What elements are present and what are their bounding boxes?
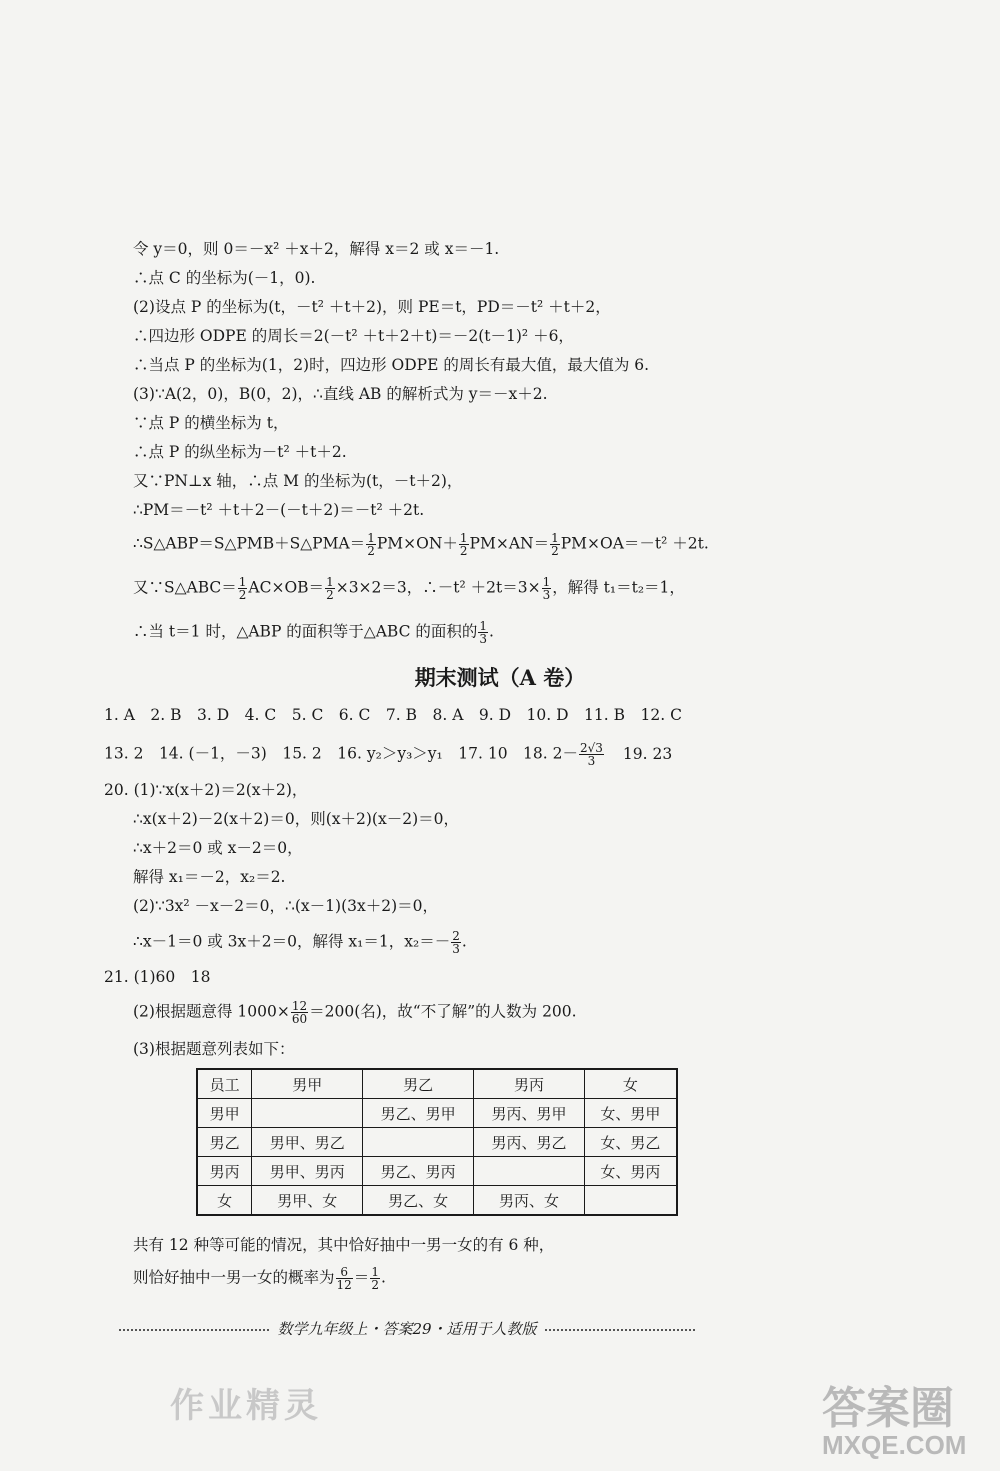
table-cell: 女、男乙 <box>584 1128 677 1157</box>
text-line: ∴四边形 ODPE 的周长＝2(－t² ＋t＋2＋t)＝－2(t－1)² ＋6， <box>133 327 574 345</box>
text-line: 20. (1)∵x(x＋2)＝2(x＋2)， <box>104 781 308 799</box>
text-segment: AC×OB＝ <box>248 578 325 597</box>
page-footer <box>72 1318 742 1339</box>
table-cell: 女、男丙 <box>584 1157 677 1186</box>
table-cell: 男丙、男乙 <box>474 1128 585 1157</box>
watermark-url: MXQE.COM <box>822 1430 967 1460</box>
table-cell: 男甲、男乙 <box>252 1128 363 1157</box>
area-abc-line <box>133 576 685 601</box>
answer-line <box>104 742 672 767</box>
table-cell: 男乙 <box>197 1128 252 1157</box>
text-segment: PM×AN＝ <box>469 534 550 553</box>
text-segment: ＝200(名)，故“不了解”的人数为 200. <box>309 1002 577 1021</box>
text-line: ∴点 P 的纵坐标为－t² ＋t＋2. <box>133 443 347 461</box>
footer-divider <box>545 1329 695 1331</box>
text-segment: (2)根据题意得 1000× <box>133 1002 290 1021</box>
solution-line <box>133 930 467 955</box>
text-segment: . <box>489 622 494 641</box>
table-row <box>197 1157 677 1186</box>
table-row <box>197 1186 677 1216</box>
table-cell: 男丙 <box>197 1157 252 1186</box>
text-line: ∴当点 P 的坐标为(1，2)时，四边形 ODPE 的周长有最大值，最大值为 6. <box>133 356 650 374</box>
conclusion-line <box>133 620 494 645</box>
answer-line: 1. A 2. B 3. D 4. C 5. C 6. C 7. B 8. A 9. D 10. D 11. B 12. C <box>104 706 682 724</box>
text-segment: PM×OA＝－t² ＋2t. <box>560 534 709 553</box>
text-segment: . <box>380 1268 386 1287</box>
table-cell <box>584 1186 677 1216</box>
text-segment: ，解得 t₁＝t₂＝1， <box>552 578 685 597</box>
fraction: $\frac{6}{12}$ <box>336 1265 352 1292</box>
table-cell: 女 <box>197 1186 252 1216</box>
text-line: 令 y＝0，则 0＝－x² ＋x＋2，解得 x＝2 或 x＝－1. <box>133 240 500 258</box>
fraction: $\frac{2√3}{3}$ <box>580 741 603 768</box>
table-cell: 男乙、男甲 <box>363 1099 474 1128</box>
table-header-cell: 员工 <box>197 1069 252 1099</box>
table-cell <box>363 1128 474 1157</box>
text-segment: . <box>461 932 467 951</box>
fraction: $\frac{1}{2}$ <box>238 575 247 602</box>
table-cell: 男甲 <box>197 1099 252 1128</box>
text-segment: 19. 23 <box>622 744 673 763</box>
text-line: 共有 12 种等可能的情况，其中恰好抽中一男一女的有 6 种， <box>133 1236 555 1254</box>
text-segment: ∴当 t＝1 时，△ABP 的面积等于△ABC 的面积的 <box>133 622 478 641</box>
text-segment: PM×ON＋ <box>376 534 458 553</box>
text-line: (3)根据题意列表如下： <box>133 1040 295 1058</box>
section-title: 期末测试（A 卷） <box>414 665 586 690</box>
watermark: 作业精灵 <box>170 1386 322 1426</box>
text-line: ∵点 P 的横坐标为 t， <box>133 414 289 432</box>
fraction: $\frac{1}{3}$ <box>479 619 488 646</box>
text-line: ∴x(x＋2)－2(x＋2)＝0，则(x＋2)(x－2)＝0， <box>133 810 459 828</box>
fraction: $\frac{2}{3}$ <box>452 929 460 956</box>
text-segment: ＝ <box>353 1268 370 1287</box>
table-cell: 男甲、男丙 <box>252 1157 363 1186</box>
table-header-row <box>197 1069 677 1099</box>
table-header-cell: 男丙 <box>474 1069 585 1099</box>
fraction: $\frac{1}{2}$ <box>371 1265 379 1292</box>
probability-line <box>133 1266 386 1291</box>
fraction: $\frac{1}{3}$ <box>542 575 551 602</box>
text-segment: ∴S△ABP＝S△PMB＋S△PMA＝ <box>133 534 366 553</box>
table-cell: 女、男甲 <box>584 1099 677 1128</box>
watermark-logo: 答案圈 <box>822 1383 954 1434</box>
text-line: ∴x＋2＝0 或 x－2＝0， <box>133 839 303 857</box>
table-cell: 男乙、男丙 <box>363 1157 474 1186</box>
text-line: ∴PM＝－t² ＋t＋2－(－t＋2)＝－t² ＋2t. <box>133 501 425 519</box>
table-cell <box>474 1157 585 1186</box>
footer-divider <box>119 1329 269 1331</box>
table-cell <box>252 1099 363 1128</box>
footer-text: 数学九年级上・答案29・适用于人教版 <box>277 1320 537 1338</box>
text-line: 解得 x₁＝－2，x₂＝2. <box>133 868 286 886</box>
fraction: $\frac{1}{2}$ <box>551 531 559 558</box>
text-line: (2)∵3x² －x－2＝0，∴(x－1)(3x＋2)＝0， <box>133 897 439 915</box>
text-segment: ×3×2＝3，∴－t² ＋2t＝3× <box>335 578 541 597</box>
table-cell: 男甲、女 <box>252 1186 363 1216</box>
text-segment: 则恰好抽中一男一女的概率为 <box>133 1268 335 1287</box>
table-cell: 男丙、男甲 <box>474 1099 585 1128</box>
table-header-cell: 男甲 <box>252 1069 363 1099</box>
calc-line <box>133 1000 577 1025</box>
fraction: $\frac{1}{2}$ <box>459 531 468 558</box>
text-line: 21. (1)60 18 <box>104 968 211 986</box>
text-segment: 又∵S△ABC＝ <box>133 578 237 597</box>
text-segment: ∴x－1＝0 或 3x＋2＝0，解得 x₁＝1，x₂＝－ <box>133 932 451 951</box>
text-line: ∴点 C 的坐标为(－1，0). <box>133 269 316 287</box>
pairing-table <box>196 1068 678 1216</box>
text-line: (2)设点 P 的坐标为(t，－t² ＋t＋2)，则 PE＝t，PD＝－t² ＋t＋2， <box>133 298 611 316</box>
table-row <box>197 1128 677 1157</box>
fraction: $\frac{1}{2}$ <box>326 575 334 602</box>
table-row <box>197 1099 677 1128</box>
area-equation-line <box>133 532 709 557</box>
table-header-cell: 女 <box>584 1069 677 1099</box>
table-cell: 男丙、女 <box>474 1186 585 1216</box>
fraction: $\frac{12}{60}$ <box>291 999 308 1026</box>
text-line: 又∵PN⊥x 轴，∴点 M 的坐标为(t，－t＋2)， <box>133 472 463 490</box>
text-line: (3)∵A(2，0)，B(0，2)，∴直线 AB 的解析式为 y＝－x＋2. <box>133 385 548 403</box>
text-segment: 13. 2 14. (－1，－3) 15. 2 16. y₂＞y₃＞y₁ 17. 10 18. 2－ <box>104 744 578 763</box>
fraction: $\frac{1}{2}$ <box>367 531 375 558</box>
table-header-cell: 男乙 <box>363 1069 474 1099</box>
table-cell: 男乙、女 <box>363 1186 474 1216</box>
